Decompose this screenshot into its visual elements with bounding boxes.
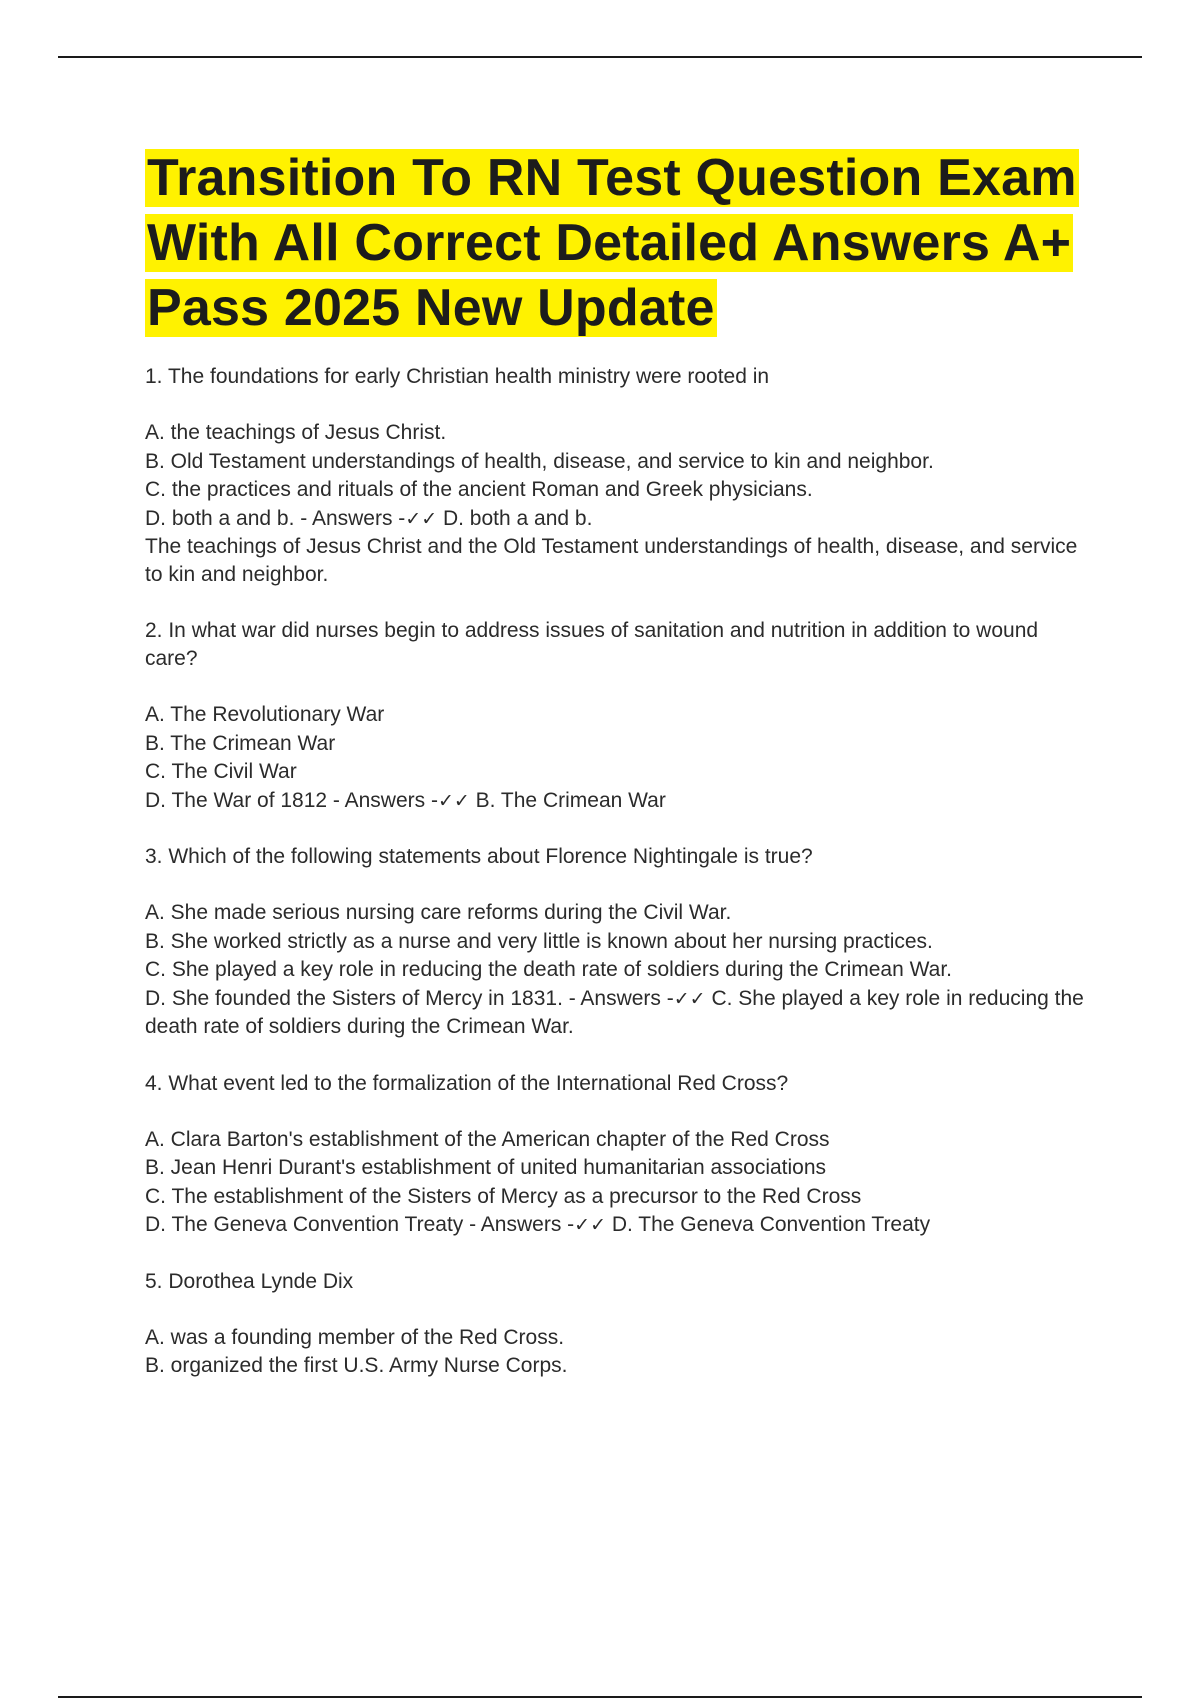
option-list bbox=[145, 1126, 1085, 1240]
option-d: D. The Geneva Convention Treaty - Answers - bbox=[145, 1213, 575, 1236]
option-b: B. The Crimean War bbox=[145, 731, 336, 755]
correct-answer: D. both a and b. bbox=[437, 506, 593, 530]
question-text: 2. In what war did nurses begin to address issues of sanitation and nutrition in addition to wound care? bbox=[145, 619, 1039, 670]
answer-rationale: The teachings of Jesus Christ and the Old Testament understandings of health, disease, and service to kin and neighbor. bbox=[145, 535, 1078, 586]
question-1 bbox=[145, 363, 1085, 589]
option-a: A. The Revolutionary War bbox=[145, 703, 385, 726]
option-b: B. She worked strictly as a nurse and very little is known about her nursing practices. bbox=[145, 929, 933, 953]
question-3 bbox=[145, 843, 1085, 1042]
question-4 bbox=[145, 1070, 1085, 1240]
option-a: A. the teachings of Jesus Christ. bbox=[145, 421, 447, 444]
option-list bbox=[145, 1324, 1085, 1381]
option-b: B. organized the first U.S. Army Nurse Corps. bbox=[145, 1354, 568, 1377]
document-title: Transition To RN Test Question Exam With All Correct Detailed Answers A+ Pass 2025 New Update bbox=[147, 149, 1077, 337]
option-b: B. Old Testament understandings of health, disease, and service to kin and neighbor. bbox=[145, 449, 934, 473]
option-c: C. The Civil War bbox=[145, 760, 297, 783]
checkmark-icon: ✓✓ bbox=[405, 507, 438, 530]
checkmark-icon: ✓✓ bbox=[673, 987, 706, 1010]
question-5 bbox=[145, 1268, 1085, 1381]
option-c: C. the practices and rituals of the ancient Roman and Greek physicians. bbox=[145, 478, 813, 501]
question-2 bbox=[145, 617, 1085, 815]
option-d-with-answer bbox=[145, 1211, 1085, 1240]
correct-answer: B. The Crimean War bbox=[469, 788, 666, 812]
option-c: C. She played a key role in reducing the death rate of soldiers during the Crimean War. bbox=[145, 958, 952, 981]
option-d: D. She founded the Sisters of Mercy in 1831. - Answers - bbox=[145, 986, 674, 1010]
correct-answer: C. She played a key role in reducing the death rate of soldiers during the Crimean War. bbox=[145, 986, 1084, 1038]
option-list bbox=[145, 899, 1085, 1042]
option-d-with-answer bbox=[145, 787, 1085, 816]
question-text: 4. What event led to the formalization of the International Red Cross? bbox=[145, 1071, 789, 1095]
checkmark-icon: ✓✓ bbox=[437, 789, 470, 812]
question-text: 5. Dorothea Lynde Dix bbox=[145, 1269, 354, 1293]
checkmark-icon: ✓✓ bbox=[574, 1214, 606, 1236]
option-d: D. both a and b. - Answers - bbox=[145, 506, 406, 530]
option-list bbox=[145, 419, 1085, 533]
option-c: C. The establishment of the Sisters of Mercy as a precursor to the Red Cross bbox=[145, 1184, 862, 1208]
option-d-with-answer bbox=[145, 505, 1085, 534]
option-a: A. Clara Barton's establishment of the American chapter of the Red Cross bbox=[145, 1127, 830, 1151]
option-list bbox=[145, 701, 1085, 815]
question-text: 1. The foundations for early Christian health ministry were rooted in bbox=[145, 365, 770, 388]
option-d-with-answer bbox=[145, 985, 1085, 1042]
correct-answer: D. The Geneva Convention Treaty bbox=[606, 1213, 931, 1236]
document-body bbox=[145, 146, 1085, 1409]
option-b: B. Jean Henri Durant's establishment of united humanitarian associations bbox=[145, 1156, 827, 1179]
bottom-rule bbox=[58, 1696, 1142, 1698]
question-text: 3. Which of the following statements about Florence Nightingale is true? bbox=[145, 845, 813, 868]
top-rule bbox=[58, 56, 1142, 58]
option-d: D. The War of 1812 - Answers - bbox=[145, 788, 438, 812]
option-a: A. She made serious nursing care reforms during the Civil War. bbox=[145, 901, 732, 924]
option-a: A. was a founding member of the Red Cross. bbox=[145, 1325, 565, 1349]
